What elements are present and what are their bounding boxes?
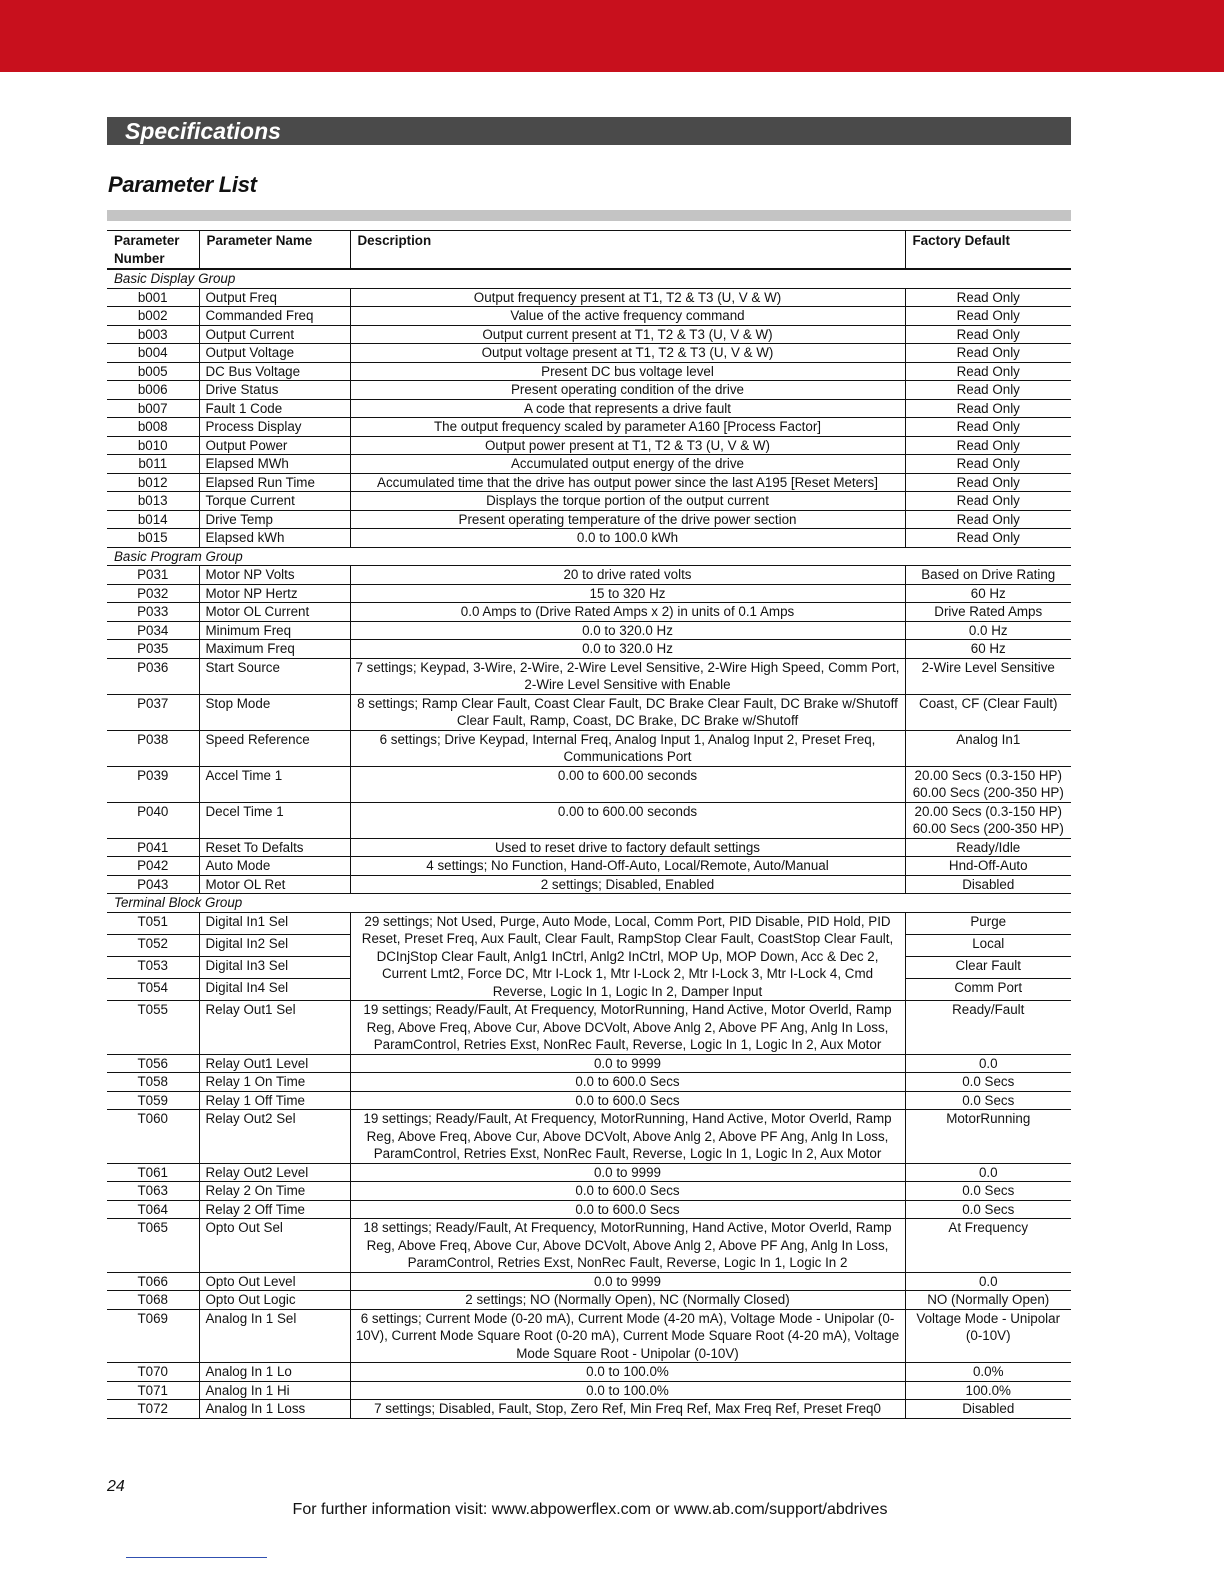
top-color-band: [0, 0, 1224, 72]
description-cell: Present operating condition of the drive: [350, 381, 905, 400]
header-parameter-name: Parameter Name: [199, 231, 350, 270]
parameter-number-cell: T055: [107, 1001, 199, 1055]
parameter-number-cell: b008: [107, 418, 199, 437]
factory-default-cell: 0.0 Secs: [905, 1073, 1071, 1092]
parameter-name-cell: Analog In 1 Lo: [199, 1363, 350, 1382]
table-row: [107, 912, 1071, 934]
factory-default-cell: Read Only: [905, 510, 1071, 529]
parameter-number-cell: P035: [107, 640, 199, 659]
factory-default-cell: Read Only: [905, 436, 1071, 455]
parameter-name-cell: Relay 1 On Time: [199, 1073, 350, 1092]
description-cell: 4 settings; No Function, Hand-Off-Auto, Local/Remote, Auto/Manual: [350, 857, 905, 876]
table-body: [107, 269, 1071, 1418]
factory-default-cell: Ready/Idle: [905, 838, 1071, 857]
header-factory-default: Factory Default: [905, 231, 1071, 270]
table-row: [107, 344, 1071, 363]
parameter-number-cell: P039: [107, 766, 199, 802]
factory-default-cell: Read Only: [905, 344, 1071, 363]
table-row: [107, 730, 1071, 766]
parameter-name-cell: Process Display: [199, 418, 350, 437]
parameter-name-cell: Minimum Freq: [199, 621, 350, 640]
description-cell: 0.0 to 9999: [350, 1272, 905, 1291]
parameter-number-cell: b012: [107, 473, 199, 492]
parameter-number-cell: P043: [107, 875, 199, 894]
factory-default-cell: Coast, CF (Clear Fault): [905, 694, 1071, 730]
description-cell: Accumulated output energy of the drive: [350, 455, 905, 474]
table-row: [107, 566, 1071, 585]
parameter-number-cell: T054: [107, 978, 199, 1000]
factory-default-cell: At Frequency: [905, 1219, 1071, 1273]
parameter-number-cell: T072: [107, 1400, 199, 1419]
factory-default-cell: 0.0%: [905, 1363, 1071, 1382]
factory-default-cell: NO (Normally Open): [905, 1291, 1071, 1310]
parameter-name-cell: Elapsed Run Time: [199, 473, 350, 492]
factory-default-cell: Read Only: [905, 473, 1071, 492]
parameter-number-cell: b002: [107, 307, 199, 326]
parameter-number-cell: P031: [107, 566, 199, 585]
description-cell: 0.0 to 9999: [350, 1054, 905, 1073]
parameter-name-cell: Commanded Freq: [199, 307, 350, 326]
parameter-number-cell: T064: [107, 1200, 199, 1219]
factory-default-cell: Read Only: [905, 529, 1071, 548]
factory-default-cell: 0.0 Secs: [905, 1200, 1071, 1219]
table-row: [107, 1182, 1071, 1201]
parameter-number-cell: T063: [107, 1182, 199, 1201]
factory-default-cell: Hnd-Off-Auto: [905, 857, 1071, 876]
table-row: [107, 307, 1071, 326]
table-row: [107, 529, 1071, 548]
description-cell: Used to reset drive to factory default settings: [350, 838, 905, 857]
parameter-number-cell: T069: [107, 1309, 199, 1363]
parameter-name-cell: Digital In3 Sel: [199, 956, 350, 978]
parameter-number-cell: T060: [107, 1110, 199, 1164]
description-cell: 0.0 to 600.0 Secs: [350, 1091, 905, 1110]
parameter-name-cell: Relay Out1 Sel: [199, 1001, 350, 1055]
parameter-number-cell: T053: [107, 956, 199, 978]
table-row: [107, 1001, 1071, 1055]
table-row: [107, 1291, 1071, 1310]
description-cell: The output frequency scaled by parameter A160 [Process Factor]: [350, 418, 905, 437]
footer-decorative-line: [126, 1557, 267, 1558]
description-cell: 18 settings; Ready/Fault, At Frequency, MotorRunning, Hand Active, Motor Overld, Ramp Reg, Above Freq, Above Cur, Above DCVolt, Above Anlg 2, Above PF Ang, Anlg In Loss, ParamControl, Retries Exst, NonRec Fault, Reverse, Logic In 1, Logic In 2: [350, 1219, 905, 1273]
description-cell: 0.0 to 320.0 Hz: [350, 621, 905, 640]
parameter-number-cell: T065: [107, 1219, 199, 1273]
table-row: [107, 621, 1071, 640]
description-cell: 0.00 to 600.00 seconds: [350, 766, 905, 802]
parameter-number-cell: P036: [107, 658, 199, 694]
description-cell: 29 settings; Not Used, Purge, Auto Mode, Local, Comm Port, PID Disable, PID Hold, PID Reset, Preset Freq, Aux Fault, Clear Fault, RampStop Clear Fault, CoastStop Clear Fault, DCInjStop Clear Fault, Anlg1 InCtrl, Anlg2 InCtrl, MOP Up, MOP Down, Acc & Dec 2, Current Lmt2, Force DC, Mtr I-Lock 1, Mtr I-Lock 2, Mtr I-Lock 3, Mtr I-Lock 4, Cmd Reverse, Logic In 1, Logic In 2, Damper Input: [350, 912, 905, 1001]
parameter-number-cell: P040: [107, 802, 199, 838]
parameter-name-cell: Relay Out1 Level: [199, 1054, 350, 1073]
table-row: [107, 1272, 1071, 1291]
parameter-number-cell: T061: [107, 1163, 199, 1182]
table-row: [107, 857, 1071, 876]
table-row: [107, 510, 1071, 529]
table-row: [107, 875, 1071, 894]
description-cell: Displays the torque portion of the output current: [350, 492, 905, 511]
parameter-name-cell: Elapsed kWh: [199, 529, 350, 548]
parameter-number-cell: b004: [107, 344, 199, 363]
parameter-name-cell: Decel Time 1: [199, 802, 350, 838]
group-row: [107, 547, 1071, 566]
table-row: [107, 584, 1071, 603]
parameter-number-cell: P042: [107, 857, 199, 876]
description-cell: Output current present at T1, T2 & T3 (U, V & W): [350, 325, 905, 344]
factory-default-cell: Read Only: [905, 362, 1071, 381]
parameter-name-cell: Fault 1 Code: [199, 399, 350, 418]
factory-default-cell: 20.00 Secs (0.3-150 HP) 60.00 Secs (200-350 HP): [905, 802, 1071, 838]
description-cell: 20 to drive rated volts: [350, 566, 905, 585]
factory-default-cell: Read Only: [905, 399, 1071, 418]
table-row: [107, 1163, 1071, 1182]
parameter-name-cell: Opto Out Level: [199, 1272, 350, 1291]
factory-default-cell: Purge: [905, 912, 1071, 934]
table-row: [107, 399, 1071, 418]
parameter-name-cell: Digital In2 Sel: [199, 934, 350, 956]
factory-default-cell: MotorRunning: [905, 1110, 1071, 1164]
parameter-number-cell: b013: [107, 492, 199, 511]
table-row: [107, 325, 1071, 344]
factory-default-cell: Based on Drive Rating: [905, 566, 1071, 585]
parameter-number-cell: b011: [107, 455, 199, 474]
factory-default-cell: 0.0 Secs: [905, 1091, 1071, 1110]
parameter-name-cell: Output Power: [199, 436, 350, 455]
description-cell: 0.0 to 100.0 kWh: [350, 529, 905, 548]
group-title: Basic Program Group: [107, 547, 1071, 566]
parameter-name-cell: Output Current: [199, 325, 350, 344]
factory-default-cell: Read Only: [905, 288, 1071, 307]
factory-default-cell: 60 Hz: [905, 640, 1071, 659]
factory-default-cell: 0.0 Hz: [905, 621, 1071, 640]
table-row: [107, 492, 1071, 511]
table-row: [107, 1110, 1071, 1164]
description-cell: Present DC bus voltage level: [350, 362, 905, 381]
parameter-name-cell: Output Freq: [199, 288, 350, 307]
parameter-name-cell: Relay 2 On Time: [199, 1182, 350, 1201]
parameter-name-cell: Stop Mode: [199, 694, 350, 730]
description-cell: 0.0 to 600.0 Secs: [350, 1200, 905, 1219]
parameter-number-cell: T056: [107, 1054, 199, 1073]
parameter-name-cell: Drive Status: [199, 381, 350, 400]
parameter-number-cell: b005: [107, 362, 199, 381]
parameter-name-cell: Digital In1 Sel: [199, 912, 350, 934]
group-title: Terminal Block Group: [107, 894, 1071, 913]
parameter-number-cell: b003: [107, 325, 199, 344]
description-cell: 0.0 Amps to (Drive Rated Amps x 2) in units of 0.1 Amps: [350, 603, 905, 622]
factory-default-cell: Read Only: [905, 455, 1071, 474]
parameter-name-cell: Drive Temp: [199, 510, 350, 529]
description-cell: 0.0 to 600.0 Secs: [350, 1073, 905, 1092]
parameter-name-cell: Elapsed MWh: [199, 455, 350, 474]
description-cell: 8 settings; Ramp Clear Fault, Coast Clear Fault, DC Brake Clear Fault, DC Brake w/Shutoff Clear Fault, Ramp, Coast, DC Brake, DC Brake w/Shutoff: [350, 694, 905, 730]
table-row: [107, 418, 1071, 437]
description-cell: 7 settings; Keypad, 3-Wire, 2-Wire, 2-Wire Level Sensitive, 2-Wire High Speed, Comm Port, 2-Wire Level Sensitive with Enable: [350, 658, 905, 694]
factory-default-cell: Disabled: [905, 1400, 1071, 1419]
parameter-number-cell: P033: [107, 603, 199, 622]
description-cell: Output frequency present at T1, T2 & T3 (U, V & W): [350, 288, 905, 307]
parameter-name-cell: Reset To Defalts: [199, 838, 350, 857]
parameter-number-cell: b006: [107, 381, 199, 400]
group-row: [107, 894, 1071, 913]
parameter-name-cell: Torque Current: [199, 492, 350, 511]
description-cell: 0.0 to 9999: [350, 1163, 905, 1182]
parameter-name-cell: Analog In 1 Sel: [199, 1309, 350, 1363]
parameter-number-cell: b007: [107, 399, 199, 418]
description-cell: 6 settings; Current Mode (0-20 mA), Current Mode (4-20 mA), Voltage Mode - Unipolar (0-10V), Current Mode Square Root (0-20 mA), Current Mode Square Root (4-20 mA), Voltage Mode Square Root - Unipolar (0-10V): [350, 1309, 905, 1363]
parameter-name-cell: Opto Out Sel: [199, 1219, 350, 1273]
parameter-name-cell: Motor NP Volts: [199, 566, 350, 585]
parameter-number-cell: T071: [107, 1381, 199, 1400]
table-row: [107, 1054, 1071, 1073]
parameter-name-cell: Motor OL Ret: [199, 875, 350, 894]
parameter-name-cell: Auto Mode: [199, 857, 350, 876]
factory-default-cell: Read Only: [905, 325, 1071, 344]
footer-text: For further information visit: www.abpowerflex.com or www.ab.com/support/abdrives: [292, 1501, 888, 1518]
description-cell: Output power present at T1, T2 & T3 (U, V & W): [350, 436, 905, 455]
divider-bar: [107, 210, 1071, 221]
table-row: [107, 838, 1071, 857]
factory-default-cell: Read Only: [905, 418, 1071, 437]
table-row: [107, 362, 1071, 381]
factory-default-cell: 0.0: [905, 1163, 1071, 1182]
factory-default-cell: 0.0 Secs: [905, 1182, 1071, 1201]
parameter-name-cell: Digital In4 Sel: [199, 978, 350, 1000]
description-cell: 0.0 to 320.0 Hz: [350, 640, 905, 659]
factory-default-cell: 0.0: [905, 1054, 1071, 1073]
description-cell: 19 settings; Ready/Fault, At Frequency, MotorRunning, Hand Active, Motor Overld, Ramp Reg, Above Freq, Above Cur, Above DCVolt, Above Anlg 2, Above PF Ang, Anlg In Loss, ParamControl, Retries Exst, NonRec Fault, Reverse, Logic In 1, Logic In 2, Aux Motor: [350, 1110, 905, 1164]
section-header: [107, 117, 1071, 145]
description-cell: Accumulated time that the drive has output power since the last A195 [Reset Meters]: [350, 473, 905, 492]
parameter-number-cell: b015: [107, 529, 199, 548]
factory-default-cell: Analog In1: [905, 730, 1071, 766]
description-cell: 6 settings; Drive Keypad, Internal Freq, Analog Input 1, Analog Input 2, Preset Freq, Communications Port: [350, 730, 905, 766]
description-cell: 0.0 to 100.0%: [350, 1381, 905, 1400]
parameter-name-cell: Maximum Freq: [199, 640, 350, 659]
parameter-number-cell: T059: [107, 1091, 199, 1110]
parameter-name-cell: Motor NP Hertz: [199, 584, 350, 603]
table-row: [107, 1381, 1071, 1400]
parameter-number-cell: b014: [107, 510, 199, 529]
table-row: [107, 473, 1071, 492]
parameter-name-cell: Speed Reference: [199, 730, 350, 766]
factory-default-cell: Drive Rated Amps: [905, 603, 1071, 622]
table-row: [107, 802, 1071, 838]
table-row: [107, 288, 1071, 307]
page-title: Parameter List: [108, 172, 257, 197]
description-cell: 0.00 to 600.00 seconds: [350, 802, 905, 838]
parameter-name-cell: Analog In 1 Hi: [199, 1381, 350, 1400]
table-row: [107, 1091, 1071, 1110]
header-parameter-number: Parameter Number: [107, 231, 199, 270]
description-cell: 19 settings; Ready/Fault, At Frequency, MotorRunning, Hand Active, Motor Overld, Ramp Reg, Above Freq, Above Cur, Above DCVolt, Above Anlg 2, Above PF Ang, Anlg In Loss, ParamControl, Retries Exst, NonRec Fault, Reverse, Logic In 1, Logic In 2, Aux Motor: [350, 1001, 905, 1055]
table-row: [107, 1400, 1071, 1419]
description-cell: 0.0 to 600.0 Secs: [350, 1182, 905, 1201]
parameter-name-cell: Accel Time 1: [199, 766, 350, 802]
table-row: [107, 1073, 1071, 1092]
header-description: Description: [350, 231, 905, 270]
parameter-name-cell: DC Bus Voltage: [199, 362, 350, 381]
parameter-table: [107, 230, 1071, 1419]
parameter-name-cell: Opto Out Logic: [199, 1291, 350, 1310]
description-cell: Value of the active frequency command: [350, 307, 905, 326]
factory-default-cell: Read Only: [905, 307, 1071, 326]
table-row: [107, 658, 1071, 694]
parameter-name-cell: Relay Out2 Sel: [199, 1110, 350, 1164]
parameter-number-cell: P032: [107, 584, 199, 603]
parameter-name-cell: Start Source: [199, 658, 350, 694]
description-cell: 15 to 320 Hz: [350, 584, 905, 603]
table-row: [107, 1309, 1071, 1363]
table-row: [107, 603, 1071, 622]
description-cell: 0.0 to 100.0%: [350, 1363, 905, 1382]
parameter-name-cell: Relay 2 Off Time: [199, 1200, 350, 1219]
table-row: [107, 640, 1071, 659]
factory-default-cell: Read Only: [905, 492, 1071, 511]
factory-default-cell: 60 Hz: [905, 584, 1071, 603]
parameter-number-cell: T051: [107, 912, 199, 934]
description-cell: Output voltage present at T1, T2 & T3 (U, V & W): [350, 344, 905, 363]
factory-default-cell: Ready/Fault: [905, 1001, 1071, 1055]
description-cell: 2 settings; Disabled, Enabled: [350, 875, 905, 894]
parameter-table-container: [107, 230, 1071, 1419]
parameter-name-cell: Relay 1 Off Time: [199, 1091, 350, 1110]
parameter-number-cell: P034: [107, 621, 199, 640]
parameter-number-cell: P037: [107, 694, 199, 730]
factory-default-cell: Read Only: [905, 381, 1071, 400]
table-row: [107, 1363, 1071, 1382]
section-title: Specifications: [125, 118, 281, 144]
parameter-number-cell: P038: [107, 730, 199, 766]
page-number: 24: [107, 1478, 125, 1495]
parameter-name-cell: Relay Out2 Level: [199, 1163, 350, 1182]
parameter-number-cell: T066: [107, 1272, 199, 1291]
parameter-number-cell: b001: [107, 288, 199, 307]
parameter-number-cell: T058: [107, 1073, 199, 1092]
table-row: [107, 766, 1071, 802]
parameter-name-cell: Motor OL Current: [199, 603, 350, 622]
factory-default-cell: Disabled: [905, 875, 1071, 894]
description-cell: Present operating temperature of the drive power section: [350, 510, 905, 529]
factory-default-cell: Clear Fault: [905, 956, 1071, 978]
parameter-number-cell: T052: [107, 934, 199, 956]
table-row: [107, 694, 1071, 730]
factory-default-cell: 20.00 Secs (0.3-150 HP) 60.00 Secs (200-350 HP): [905, 766, 1071, 802]
factory-default-cell: 0.0: [905, 1272, 1071, 1291]
table-header-row: [107, 231, 1071, 270]
group-title: Basic Display Group: [107, 269, 1071, 288]
table-row: [107, 381, 1071, 400]
factory-default-cell: Voltage Mode - Unipolar (0-10V): [905, 1309, 1071, 1363]
parameter-number-cell: b010: [107, 436, 199, 455]
parameter-number-cell: T070: [107, 1363, 199, 1382]
parameter-number-cell: P041: [107, 838, 199, 857]
factory-default-cell: 100.0%: [905, 1381, 1071, 1400]
description-cell: A code that represents a drive fault: [350, 399, 905, 418]
parameter-number-cell: T068: [107, 1291, 199, 1310]
description-cell: 2 settings; NO (Normally Open), NC (Normally Closed): [350, 1291, 905, 1310]
table-row: [107, 1200, 1071, 1219]
factory-default-cell: Local: [905, 934, 1071, 956]
description-cell: 7 settings; Disabled, Fault, Stop, Zero Ref, Min Freq Ref, Max Freq Ref, Preset Freq0: [350, 1400, 905, 1419]
factory-default-cell: 2-Wire Level Sensitive: [905, 658, 1071, 694]
parameter-name-cell: Analog In 1 Loss: [199, 1400, 350, 1419]
table-row: [107, 455, 1071, 474]
table-row: [107, 436, 1071, 455]
group-row: [107, 269, 1071, 288]
factory-default-cell: Comm Port: [905, 978, 1071, 1000]
table-row: [107, 1219, 1071, 1273]
parameter-name-cell: Output Voltage: [199, 344, 350, 363]
